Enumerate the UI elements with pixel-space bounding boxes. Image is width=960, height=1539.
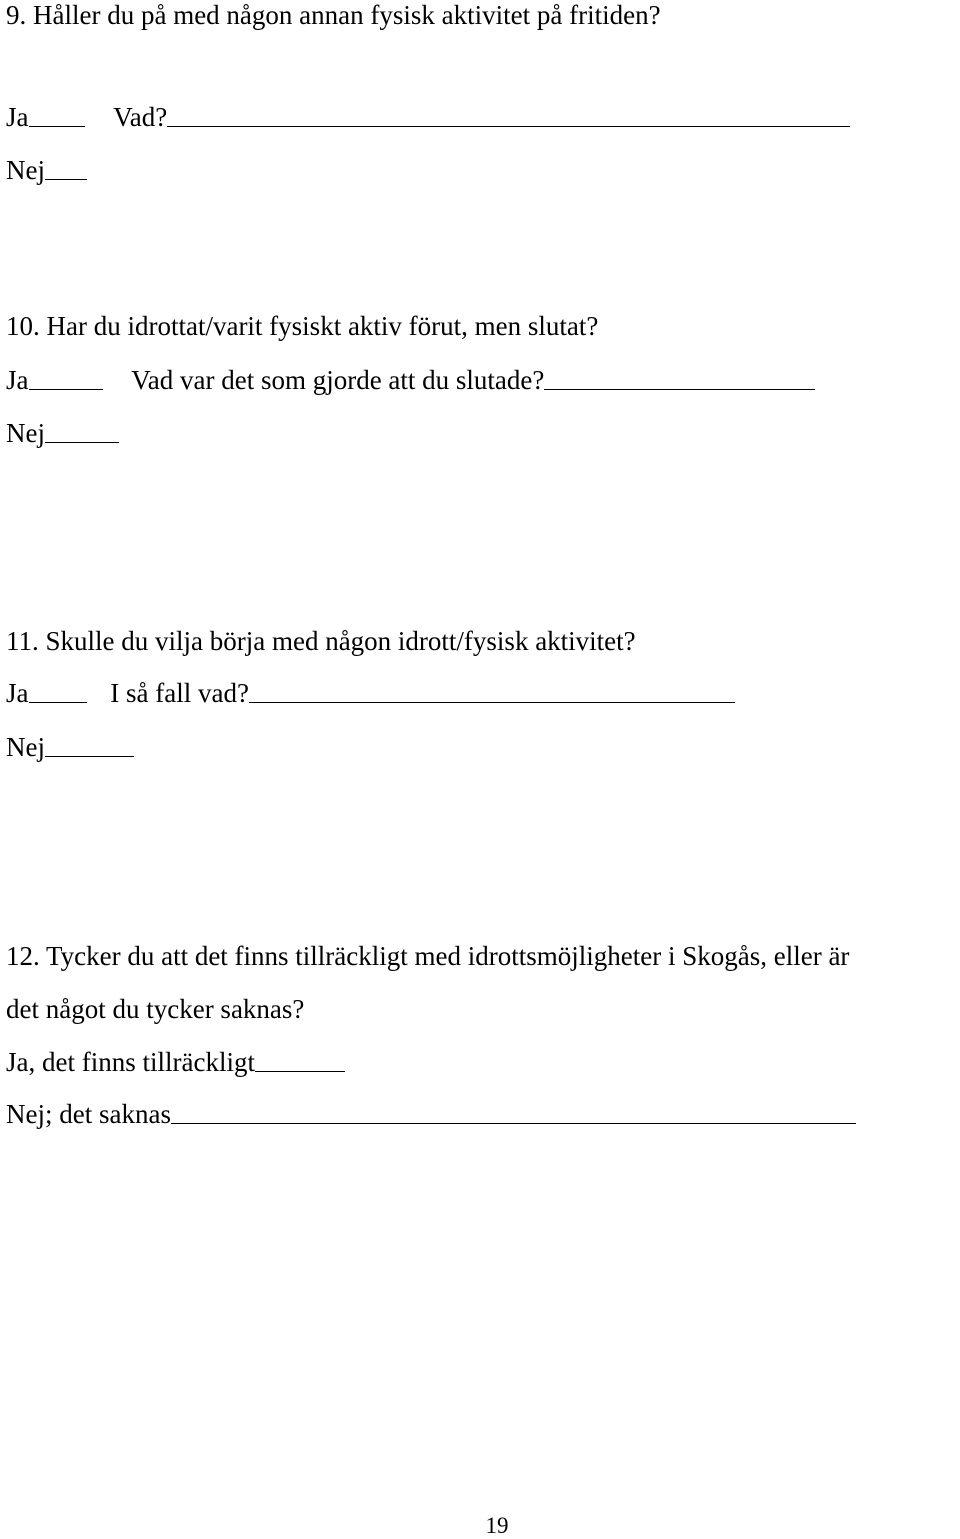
q11-yes-row (6, 680, 735, 707)
q9-yes-row (6, 104, 850, 131)
q10-no-label: Nej (6, 418, 45, 448)
question-10: 10. Har du idrottat/varit fysiskt aktiv förut, men slutat? (6, 311, 599, 341)
q12-option-yes-row (6, 1049, 345, 1076)
question-11: 11. Skulle du vilja börja med någon idrott/fysisk aktivitet? (6, 626, 636, 656)
q12-option-no-row (6, 1101, 856, 1128)
q10-no-row (6, 420, 119, 447)
q11-no-label: Nej (6, 732, 45, 762)
q11-no-row (6, 734, 134, 761)
q9-followup-blank[interactable] (167, 126, 850, 127)
question-9: 9. Håller du på med någon annan fysisk aktivitet på fritiden? (6, 0, 661, 30)
q12-option-no-blank[interactable] (171, 1123, 856, 1124)
q12-option-yes-blank[interactable] (255, 1071, 345, 1072)
q12-option-yes-label: Ja, det finns tillräckligt (6, 1047, 255, 1077)
q9-no-blank[interactable] (45, 179, 87, 180)
q10-yes-blank[interactable] (29, 389, 103, 390)
question-12-line-1: 12. Tycker du att det finns tillräckligt med idrottsmöjligheter i Skogås, eller är (6, 941, 850, 971)
q11-no-blank[interactable] (45, 756, 134, 757)
q11-yes-blank[interactable] (29, 702, 87, 703)
q11-followup-label: I så fall vad? (110, 678, 249, 708)
q10-yes-row (6, 367, 815, 394)
q9-yes-label: Ja (6, 102, 29, 132)
q12-option-no-label: Nej; det saknas (6, 1099, 171, 1129)
q11-yes-label: Ja (6, 678, 29, 708)
q10-followup-label: Vad var det som gjorde att du slutade? (131, 365, 545, 395)
q9-no-label: Nej (6, 155, 45, 185)
q10-no-blank[interactable] (45, 442, 119, 443)
question-12-line-2: det något du tycker saknas? (6, 994, 305, 1024)
q11-followup-blank[interactable] (249, 702, 735, 703)
q9-yes-blank[interactable] (29, 126, 85, 127)
q10-followup-blank[interactable] (544, 389, 815, 390)
q9-no-row (6, 157, 87, 184)
q10-yes-label: Ja (6, 365, 29, 395)
page-number: 19 (485, 1513, 509, 1538)
q9-followup-label: Vad? (113, 102, 168, 132)
